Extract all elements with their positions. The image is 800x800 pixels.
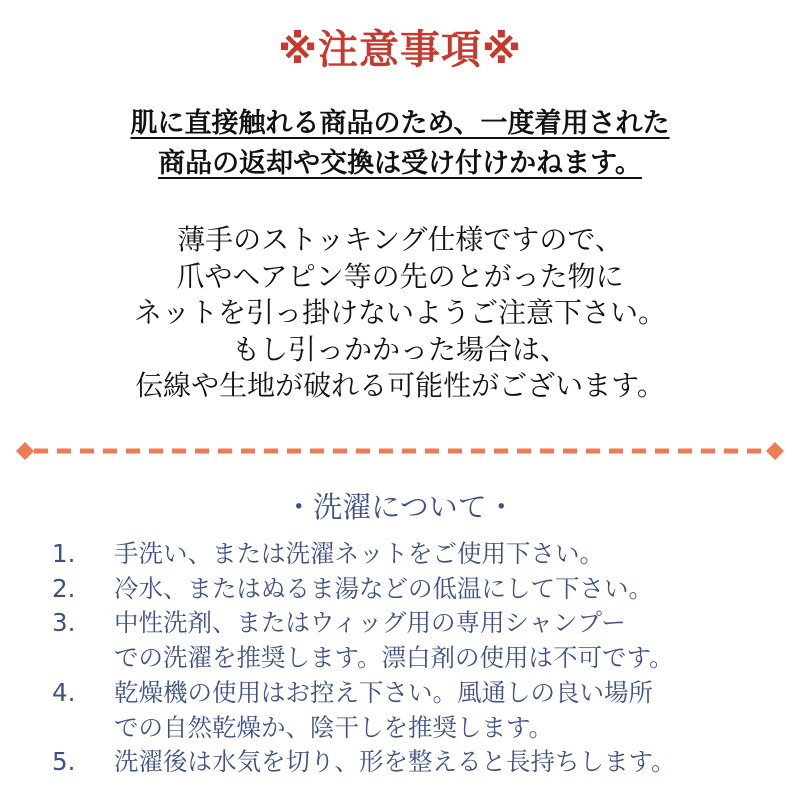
warning-line: [0, 144, 800, 184]
divider-end-diamond-left-icon: [16, 442, 34, 460]
washing-item: [52, 572, 782, 607]
washing-item: [52, 606, 782, 675]
washing-item-text: [114, 572, 653, 607]
dashed-divider-graphic: [16, 440, 784, 462]
washing-item: [52, 537, 782, 572]
warning-text-block: [0, 104, 800, 184]
washing-item-number: 1.: [52, 539, 76, 568]
washing-item-text: [114, 606, 674, 675]
washing-item-number: 5.: [52, 747, 76, 777]
stocking-info-block: [0, 222, 800, 405]
washing-item-line: 洗濯後は水気を切り、形を整えると長持ちします。: [114, 747, 676, 777]
warning-line-text: 商品の返却や交換は受け付けかねます。: [158, 148, 642, 179]
info-line: 薄手のストッキング仕様ですので、: [177, 223, 623, 256]
washing-item-number: 4.: [52, 677, 76, 707]
washing-item-line: 中性洗剤、またはウィッグ用の専用シャンプー: [114, 608, 626, 638]
divider-end-diamond-right-icon: [766, 442, 784, 460]
washing-item-number: 2.: [52, 573, 76, 603]
info-line: 爪やヘアピン等の先のとがった物に: [176, 259, 624, 293]
info-line: もし引っかかった場合は、: [231, 332, 568, 366]
washing-item-line: 冷水、またはぬるま湯などの低温にして下さい。: [114, 573, 653, 603]
washing-item: [52, 745, 782, 780]
washing-item-number: 3.: [52, 608, 76, 638]
washing-item-line: での洗濯を推奨します。漂白剤の使用は不可です。: [114, 643, 674, 673]
washing-instructions-list: [52, 537, 782, 780]
notice-title: ※注意事項※: [278, 27, 522, 73]
washing-section-title: ・洗濯について・: [284, 490, 516, 524]
dashed-divider: [16, 440, 784, 462]
warning-line-text: 肌に直接触れる商品のため、一度着用された: [130, 108, 670, 139]
warning-line: [0, 104, 800, 144]
washing-item-line: での自然乾燥か、陰干しを推奨します。: [114, 712, 554, 742]
washing-item: [52, 676, 782, 745]
info-line: 伝線や生地が破れる可能性がございます。: [135, 369, 665, 402]
washing-item-text: [114, 537, 604, 572]
washing-item-text: [114, 745, 676, 780]
washing-item-line: 手洗い、または洗濯ネットをご使用下さい。: [114, 539, 604, 568]
washing-item-text: [114, 676, 653, 745]
info-line: ネットを引っ掛けないようご注意下さい。: [133, 296, 666, 329]
washing-item-line: 乾燥機の使用はお控え下さい。風通しの良い場所: [114, 677, 653, 707]
